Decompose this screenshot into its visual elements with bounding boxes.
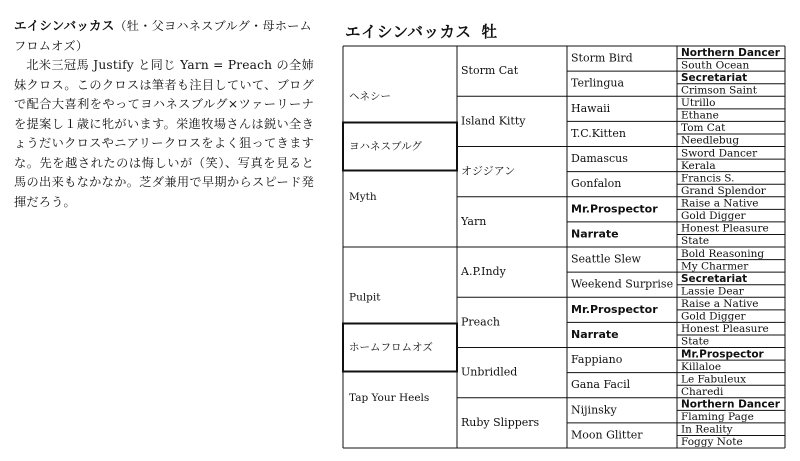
pedigree-gen2-horse: A.P.Indy <box>461 265 506 279</box>
article-parentage: （牡・父ヨハネスブルグ・母ホームフロムオズ） <box>14 19 312 53</box>
pedigree-gen4-horse: Grand Splendor <box>681 184 766 197</box>
pedigree-gen4-horse: Flaming Page <box>681 411 754 424</box>
pedigree-gen4-horse: Le Fabuleux <box>681 373 747 386</box>
pedigree-gen3-horse: Weekend Surprise <box>571 277 674 291</box>
pedigree-gen0-horse: Tap Your Heels <box>349 391 430 404</box>
pedigree-parent-horse: ホームフロムオズ <box>349 341 433 354</box>
pedigree-gen4-horse: Gold Digger <box>681 210 746 223</box>
pedigree-gen3-horse: T.C.Kitten <box>571 126 626 140</box>
pedigree-gen4-horse: Mr.Prospector <box>681 348 764 361</box>
pedigree-gen4-horse: My Charmer <box>681 260 749 273</box>
pedigree-gen3-horse: Seattle Slew <box>571 252 641 266</box>
pedigree-gen4-horse: State <box>681 235 710 248</box>
pedigree-gen3-horse: Nijinsky <box>571 403 617 417</box>
pedigree-gen2-horse: Yarn <box>461 214 487 228</box>
pedigree-gen4-horse: Foggy Note <box>681 436 743 449</box>
pedigree-horse-name: エイシンバッカス <box>345 23 472 41</box>
pedigree-gen3-horse: Fappiano <box>571 353 623 367</box>
pedigree-gen4-horse: Killaloe <box>681 360 722 373</box>
pedigree-gen4-horse: Raise a Native <box>681 197 759 210</box>
pedigree-gen4-horse: Charedi <box>681 385 724 398</box>
pedigree-gen0-horse: Pulpit <box>349 291 381 304</box>
pedigree-gen4-horse: Ethane <box>681 109 719 122</box>
pedigree-gen4-horse: Honest Pleasure <box>681 323 769 336</box>
pedigree-gen2-horse: Island Kitty <box>461 114 526 128</box>
pedigree-gen4-horse: Tom Cat <box>681 122 726 135</box>
pedigree-gen4-horse: Northern Dancer <box>681 398 780 411</box>
pedigree-gen4-horse: Honest Pleasure <box>681 222 769 235</box>
pedigree-gen4-horse: Secretariat <box>681 71 748 84</box>
pedigree-gen2-horse: Unbridled <box>461 365 518 379</box>
pedigree-gen4-horse: Secretariat <box>681 272 748 285</box>
pedigree-parent-horse: ヨハネスブルグ <box>349 140 422 153</box>
pedigree-gen2-horse: Preach <box>461 315 500 329</box>
pedigree-gen4-horse: Kerala <box>681 159 716 172</box>
pedigree-gen4-horse: Utrillo <box>681 97 716 110</box>
pedigree-gen3-horse: Narrate <box>571 327 619 341</box>
pedigree-gen3-horse: Mr.Prospector <box>571 302 658 316</box>
pedigree-gen2-horse: Ruby Slippers <box>461 415 540 429</box>
pedigree-gen4-horse: In Reality <box>681 423 733 436</box>
pedigree-gen3-horse: Terlingua <box>571 76 625 90</box>
pedigree-gen3-horse: Gonfalon <box>571 177 622 191</box>
pedigree-gen4-horse: Needlebug <box>681 134 740 147</box>
pedigree-gen3-horse: Hawaii <box>571 101 611 115</box>
pedigree-gen3-horse: Gana Facil <box>571 378 631 392</box>
pedigree-gen4-horse: Bold Reasoning <box>681 247 765 260</box>
pedigree-gen0-horse: Myth <box>349 190 377 203</box>
pedigree-gen4-horse: Sword Dancer <box>681 147 758 160</box>
pedigree-gen4-horse: Raise a Native <box>681 298 759 311</box>
pedigree-sex: 牡 <box>481 23 498 41</box>
pedigree-gen4-horse: Northern Dancer <box>681 46 780 59</box>
pedigree-gen3-horse: Damascus <box>571 152 628 166</box>
pedigree-gen3-horse: Storm Bird <box>571 51 633 65</box>
pedigree-gen3-horse: Moon Glitter <box>571 428 643 442</box>
pedigree-gen3-horse: Mr.Prospector <box>571 202 658 216</box>
article-horse-name: エイシンバッカス <box>14 18 115 33</box>
pedigree-gen4-horse: Lassie Dear <box>681 285 744 298</box>
pedigree-gen4-horse: State <box>681 335 710 348</box>
pedigree-gen0-horse: ヘネシー <box>349 90 391 103</box>
pedigree-gen2-horse: オジジアン <box>461 164 516 178</box>
pedigree-gen2-horse: Storm Cat <box>461 64 519 78</box>
pedigree-gen4-horse: Gold Digger <box>681 310 746 323</box>
pedigree-gen4-horse: South Ocean <box>681 59 750 72</box>
pedigree-gen3-horse: Narrate <box>571 227 619 241</box>
pedigree-gen4-horse: Francis S. <box>681 172 735 185</box>
pedigree-gen4-horse: Crimson Saint <box>681 84 757 97</box>
article-body: 北米三冠馬 Justify と同じ Yarn = Preach の全姉妹クロス。このクロスは筆者も注目していて、ブログで配合大喜利をやってヨハネスブルグ×ツァーリーナを提案し１歳に牝がいます。栄進牧場さんは鋭い全きょうだいクロスやニアリークロスをよく狙ってきますな。先を越されたのは悔しいが（笑）、写真を見ると馬の出来もなかなか。芝ダ兼用で早期からスピード発揮だろう。 <box>14 58 314 209</box>
